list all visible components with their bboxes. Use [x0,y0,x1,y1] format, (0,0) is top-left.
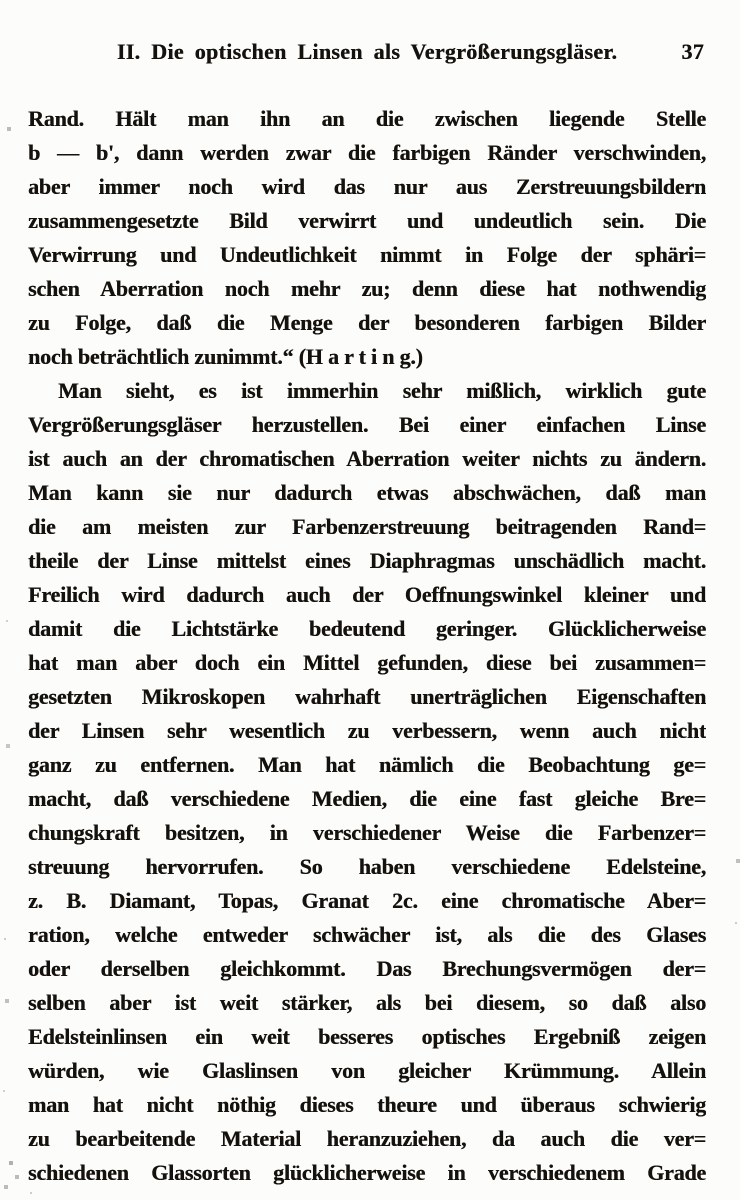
text-line: der Linsen sehr wesentlich zu verbessern, wenn auch nicht [28,718,706,743]
text-line: Man sieht, es ist immerhin sehr mißlich, wirklich gute [58,378,706,403]
text-line: schen Aberration noch mehr zu; denn diese hat nothwendig [28,276,706,301]
text-line: zu Folge, daß die Menge der besonderen farbigen Bilder [28,310,706,335]
scan-noise-specks [0,0,2,2]
text-line: ration, welche entweder schwächer ist, als die des Glases [28,922,706,947]
text-line: schiedenen Glassorten glücklicherweise in verschiedenem Grade [28,1160,706,1185]
text-line: oder derselben gleichkommt. Das Brechungsvermögen der= [28,956,706,981]
text-line: theile der Linse mittelst eines Diaphragmas unschädlich macht. [28,548,706,573]
text-line: die am meisten zur Farbenzerstreuung beitragenden Rand= [28,514,706,539]
text-line: man hat nicht nöthig dieses theure und überaus schwierig [28,1092,706,1117]
page-header [28,36,706,68]
text-line: b — b', dann werden zwar die farbigen Ränder verschwinden, [28,140,706,165]
text-line: zusammengesetzte Bild verwirrt und undeutlich sein. Die [28,208,706,233]
text-line: aber immer noch wird das nur aus Zerstreuungsbildern [28,174,706,199]
text-line: ist auch an der chromatischen Aberration weiter nichts zu ändern. [28,446,706,471]
text-line: gesetzten Mikroskopen wahrhaft unerträglichen Eigenschaften [28,684,706,709]
text-line: zu bearbeitende Material heranzuziehen, da auch die ver= [28,1126,706,1151]
text-line: Vergrößerungsgläser herzustellen. Bei einer einfachen Linse [28,412,706,437]
text-line: damit die Lichtstärke bedeutend geringer. Glücklicherweise [28,616,706,641]
text-line: ganz zu entfernen. Man hat nämlich die Beobachtung ge= [28,752,706,777]
text-line: noch beträchtlich zunimmt.“ (H a r t i n g.) [28,344,423,369]
text-line: Edelsteinlinsen ein weit besseres optisches Ergebniß zeigen [28,1024,706,1049]
text-line: Freilich wird dadurch auch der Oeffnungswinkel kleiner und [28,582,706,607]
text-line: Verwirrung und Undeutlichkeit nimmt in Folge der sphäri= [28,242,706,267]
text-line: hat man aber doch ein Mittel gefunden, diese bei zusammen= [28,650,706,675]
text-line: streuung hervorrufen. So haben verschiedene Edelsteine, [28,854,706,879]
page-number: 37 [681,39,704,64]
text-block [28,102,706,1190]
chapter-title: II. Die optischen Linsen als Vergrößerungsgläser. [116,39,618,64]
text-line: macht, daß verschiedene Medien, die eine fast gleiche Bre= [28,786,706,811]
text-line: Man kann sie nur dadurch etwas abschwächen, daß man [28,480,706,505]
text-line: würden, wie Glaslinsen von gleicher Krümmung. Allein [28,1058,706,1083]
text-line: Rand. Hält man ihn an die zwischen liegende Stelle [28,106,706,131]
text-line: chungskraft besitzen, in verschiedener Weise die Farbenzer= [28,820,706,845]
text-line: z. B. Diamant, Topas, Granat 2c. eine chromatische Aber= [28,888,706,913]
text-line: selben aber ist weit stärker, als bei diesem, so daß also [28,990,706,1015]
